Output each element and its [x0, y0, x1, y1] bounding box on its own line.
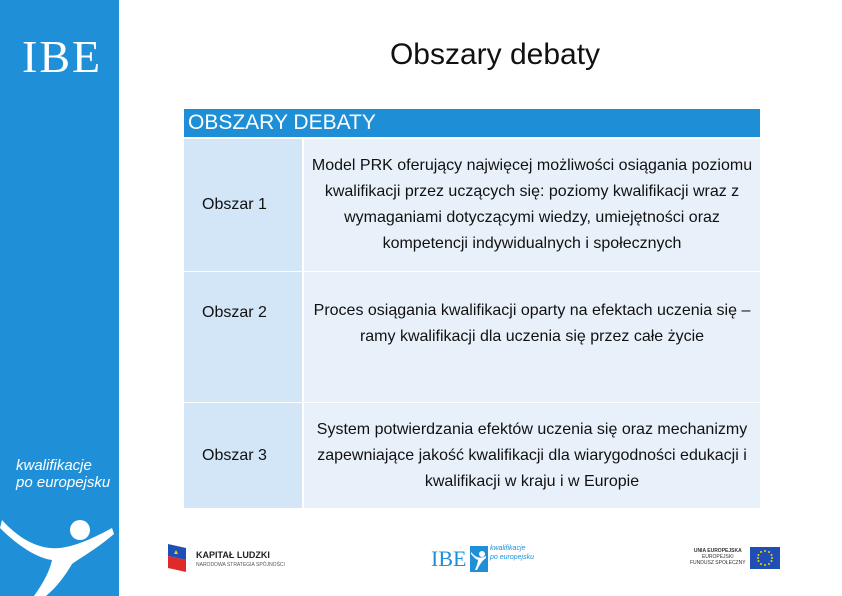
kpe-footer-label	[490, 544, 534, 562]
kpe-line-1: kwalifikacje	[490, 545, 526, 552]
eu-line-2: EUROPEJSKI	[701, 554, 734, 560]
kpe-line-2: po europejsku	[490, 554, 534, 561]
small-person-icon	[470, 546, 488, 572]
table-row	[184, 139, 760, 271]
row-label: Obszar 1	[184, 139, 302, 271]
table-row	[184, 403, 760, 508]
table-header: OBSZARY DEBATY	[184, 109, 760, 137]
sidebar	[0, 0, 119, 596]
row-text: System potwierdzania efektów uczenia się oraz mechanizmy zapewniające jakość kwalifikacji dla wiarygodności edukacji i kwalifikacji w kraju i w Europie	[304, 403, 760, 508]
footer-logos	[160, 536, 790, 586]
row-label: Obszar 3	[184, 403, 302, 508]
row-text: Proces osiągania kwalifikacji oparty na efektach uczenia się – ramy kwalifikacji dla uczenia się przez całe życie	[304, 272, 760, 402]
eu-line-3: FUNDUSZ SPOŁECZNY	[690, 560, 746, 566]
tagline-line-2: po europejsku	[16, 474, 111, 491]
person-figure-icon	[0, 500, 119, 596]
tagline-line-1: kwalifikacje	[16, 457, 92, 474]
kapital-ludzki-label: KAPITAŁ LUDZKI	[196, 550, 270, 560]
ibe-footer-logo: IBE	[431, 546, 467, 571]
eu-label	[690, 548, 746, 566]
eu-line-1: UNIA EUROPEJSKA	[693, 548, 742, 554]
ibe-logo: IBE	[22, 31, 103, 82]
row-label: Obszar 2	[184, 272, 302, 402]
debate-areas-table	[184, 109, 760, 508]
slide-title: Obszary debaty	[389, 38, 601, 71]
kapital-ludzki-subtitle: NARODOWA STRATEGIA SPÓJNOŚCI	[196, 562, 285, 568]
eu-flag-icon	[750, 547, 780, 569]
sidebar-tagline	[16, 457, 110, 491]
table-row	[184, 272, 760, 402]
row-text: Model PRK oferujący najwięcej możliwości osiągania poziomu kwalifikacji przez uczących się: poziomy kwalifikacji wraz z wymaganiami dotyczącymi wiedzy, umiejętności oraz kompetencji indywidualnych i społecznych	[304, 139, 760, 271]
kapital-ludzki-flag-icon	[166, 540, 190, 576]
